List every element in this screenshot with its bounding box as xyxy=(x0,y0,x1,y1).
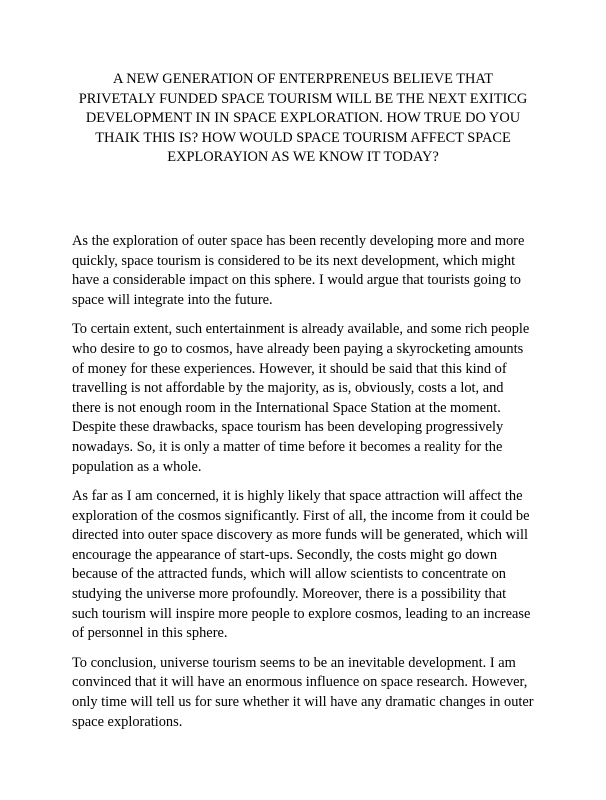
essay-body xyxy=(72,232,534,732)
paragraph-4: To conclusion, universe tourism seems to be an inevitable development. I am convinced that it will have an enormous influence on space research. However, only time will tell us for sure whether it will have any dramatic changes in outer space explorations. xyxy=(72,654,534,730)
essay-title: A NEW GENERATION OF ENTERPRENEUS BELIEVE THAT PRIVETALY FUNDED SPACE TOURISM WILL BE THE NEXT EXITICG DEVELOPMENT IN IN SPACE EXPLORATION. HOW TRUE DO YOU THAIK THIS IS? HOW WOULD SPACE TOURISM AFFECT SPACE EXPLORAYION AS WE KNOW IT TODAY? xyxy=(78,71,528,166)
paragraph-1: As the exploration of outer space has been recently developing more and more quickly, space tourism is considered to be its next development, which might have a considerable impact on this sphere. I would argue that tourists going to space will integrate into the future. xyxy=(72,232,525,308)
paragraph-3: As far as I am concerned, it is highly likely that space attraction will affect the exploration of the cosmos significantly. First of all, the income from it could be directed into outer space discovery as more funds will be generated, which will encourage the appearance of start-ups. Secondly, the costs might go down because of the attracted funds, which will allow scientists to concentrate on studying the universe more profoundly. Moreover, there is a possibility that such tourism will inspire more people to explore cosmos, leading to an increase of personnel in this sphere. xyxy=(72,488,531,642)
paragraph-2: To certain extent, such entertainment is already available, and some rich people who desire to go to cosmos, have already been paying a skyrocketing amounts of money for these experiences. However, it should be said that this kind of travelling is not affordable by the majority, as is, obviously, costs a lot, and there is not enough room in the International Space Station at the moment. Despite these drawbacks, space tourism has been developing progressively nowadays. So, it is only a matter of time before it becomes a reality for the population as a whole. xyxy=(72,321,530,475)
